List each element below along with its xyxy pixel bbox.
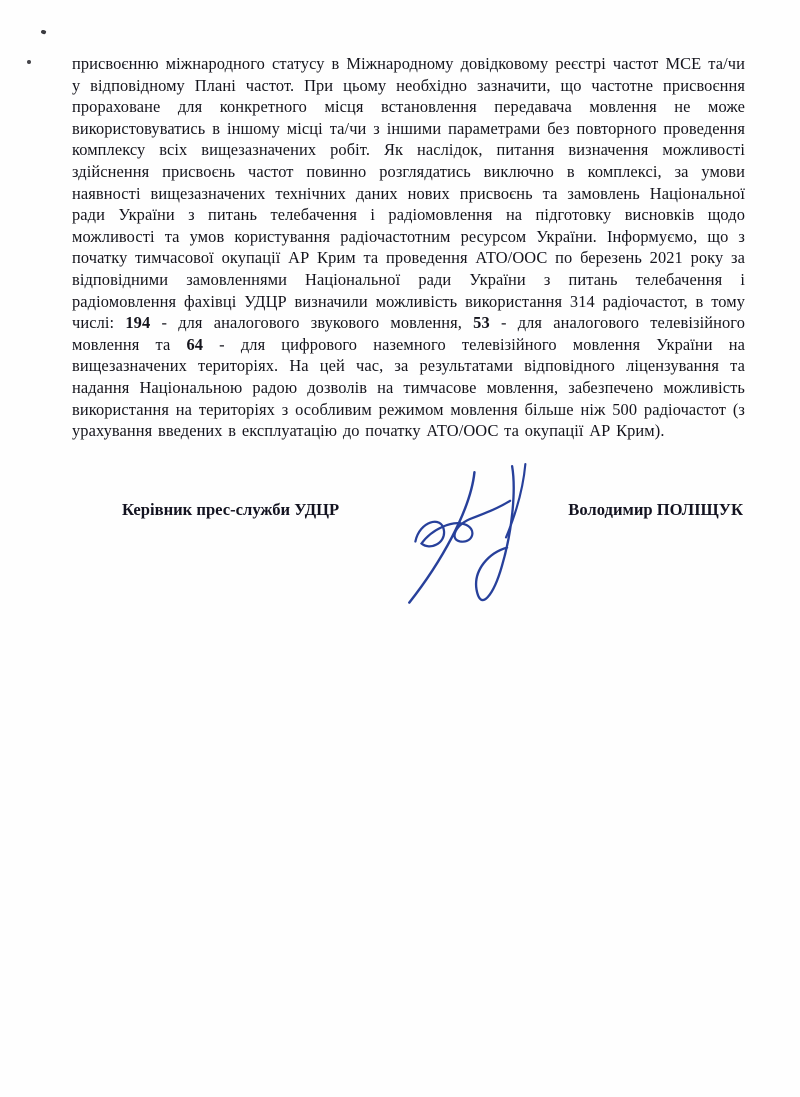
signature-stroke	[476, 466, 514, 600]
paragraph-segment: - для цифрового наземного телевізійного мовлення України на вищезазначених територіях. На цей час, за результатами відповідного ліцензування та надання Національною радою дозволів на тимчасове мовлення, забезпечено можливість використання на територіях з особливим режимом мовлення більше ніж 500 радіочастот (з урахування введених в експлуатацію до початку АТО/ООС та окупації АР Крим).	[72, 334, 745, 441]
signature-block	[122, 500, 743, 630]
signature-stroke	[415, 500, 510, 546]
signer-title: Керівник прес-служби УДЦР	[122, 499, 340, 519]
signature-stroke	[506, 464, 525, 537]
body-paragraph	[72, 53, 745, 442]
paragraph-segment: - для аналогового звукового мовлення,	[150, 313, 474, 333]
signer-name: Володимир ПОЛІЩУК	[568, 499, 743, 519]
signature-stroke	[409, 472, 474, 602]
paragraph-segment-bold: 53	[473, 313, 490, 333]
handwritten-signature	[390, 458, 565, 626]
paragraph-segment: присвоєнню міжнародного статусу в Міжнародному довідковому реєстрі частот МСЕ та/чи у відповідному Плані частот. При цьому необхідно зазначити, що частотне присвоєння прораховане для конкретного місця встановлення передавача мовлення не може використовуватись в іншому місці та/чи з іншими параметрами без повторного проведення комплексу всіх вищезазначених робіт. Як наслідок, питання визначення можливості здійснення присвоєнь частот повинно розглядатись виключно в комплексі, за умови наявності вищезазначених технічних даних нових присвоєнь та замовлень Національної ради України з питань телебачення і радіомовлення на підготовку висновків щодо можливості та умов користування радіочастотним ресурсом України. Інформуємо, що з початку тимчасової окупації АР Крим та проведення АТО/ООС по березень 2021 року за відповідними замовленнями Національної ради України з питань телебачення і радіомовлення фахівці УДЦР визначили можливість використання 314 радіочастот, в тому числі:	[72, 54, 745, 333]
paragraph-segment-bold: 194	[125, 313, 151, 333]
paragraph-segment-bold: 64	[186, 334, 204, 354]
paragraph-segment: - для аналогового телевізійного мовлення та	[72, 313, 746, 354]
